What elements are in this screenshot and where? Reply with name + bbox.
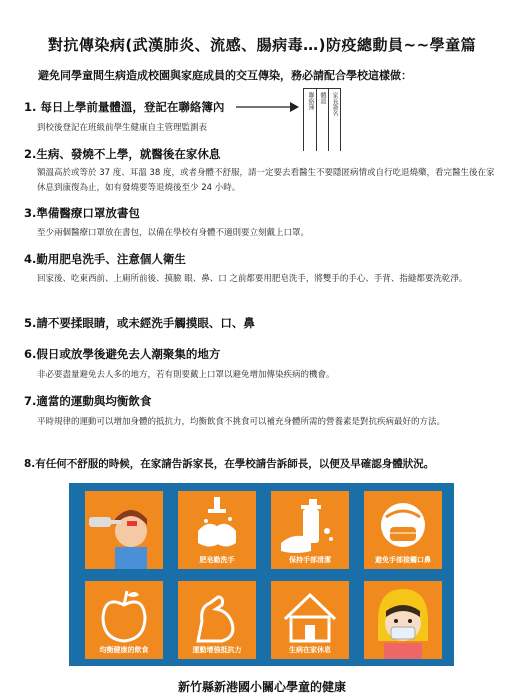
intro-text: 避免同學童間生病造成校園與家庭成員的交互傳染，務必請配合學校這樣做：: [38, 69, 412, 82]
form-col-temp: 體溫: [319, 92, 326, 104]
contact-book-form: [303, 88, 341, 151]
item-6-heading: 6.假日或放學後避免去人潮聚集的地方: [24, 347, 221, 361]
form-col-sign: 家長簽名: [331, 92, 338, 116]
item-1-body: 到校後登記在班級前學生健康自主管理監測表: [37, 123, 208, 133]
item-3-body: 至少兩個醫療口罩放在書包，以備在學校有身體不適則要立刻戴上口罩。: [37, 228, 310, 238]
tile-5-caption: 均衡健康的飲食: [99, 646, 149, 654]
page-title: 對抗傳染病(武漢肺炎、流感、腸病毒…)防疫總動員~~學童篇: [47, 36, 477, 54]
item-6-body: 非必要盡量避免去人多的地方，若有則要戴上口罩以避免增加傳染疾病的機會。: [37, 370, 335, 380]
tile-6-caption: 運動增強抵抗力: [192, 646, 242, 654]
item-8-heading: 8.有任何不舒服的時候，在家請告訴家長，在學校請告訴師長，以便及早確認身體狀況。: [24, 458, 435, 470]
tile-4-caption: 避免手部接觸口鼻: [375, 556, 431, 564]
arrow-icon: [236, 100, 300, 114]
tile-handwash: [178, 491, 256, 569]
item-4-heading: 4.勤用肥皂洗手、注意個人衛生: [24, 252, 186, 266]
form-col-contact: 聯絡簿: [307, 92, 314, 110]
tile-mask: [364, 491, 442, 569]
item-3-heading: 3.準備醫療口罩放書包: [24, 206, 140, 220]
tile-exercise: [178, 581, 256, 659]
item-2-body: 額溫高於或等於 37 度、耳溫 38 度，或者身體不舒服，請一定要去看醫生不要隱匿病情或自行吃退燒藥，看完醫生後在家休息到康復為止，如有發燒要等退燒後至少 24 小時。: [37, 168, 495, 193]
tile-child-mask: [364, 581, 442, 659]
tile-rest: [271, 581, 349, 659]
hygiene-poster: [69, 483, 454, 666]
tile-3-caption: 保持手部清潔: [289, 556, 331, 564]
item-4-body: 回家後、吃東西前、上廁所前後、摸臉 眼、鼻、口 之前都要用肥皂洗手，將雙手的手心、手背、指縫都要洗乾淨。: [37, 274, 468, 284]
item-1-heading: 1. 每日上學前量體溫，登記在聯絡簿內: [24, 100, 225, 114]
footer-school: 新竹縣新港國小關心學童的健康: [177, 680, 346, 694]
tile-sanitizer: [271, 491, 349, 569]
item-5-heading: 5.請不要揉眼睛，或未經洗手觸摸眼、口、鼻: [24, 316, 255, 330]
item-7-heading: 7.適當的運動與均衡飲食: [24, 394, 152, 408]
item-7-body: 平時規律的運動可以增加身體的抵抗力，均衡飲食不挑食可以補充身體所需的營養素是對抗疾病最好的方法。: [37, 417, 446, 427]
tile-2-caption: 肥皂勤洗手: [199, 556, 235, 564]
tile-temperature: [85, 491, 163, 569]
tile-7-caption: 生病在家休息: [289, 646, 331, 654]
masked-child-icon: [364, 581, 442, 659]
item-2-heading: 2.生病、發燒不上學，就醫後在家休息: [24, 147, 221, 161]
thermometer-child-icon: [85, 491, 163, 569]
tile-diet: [85, 581, 163, 659]
